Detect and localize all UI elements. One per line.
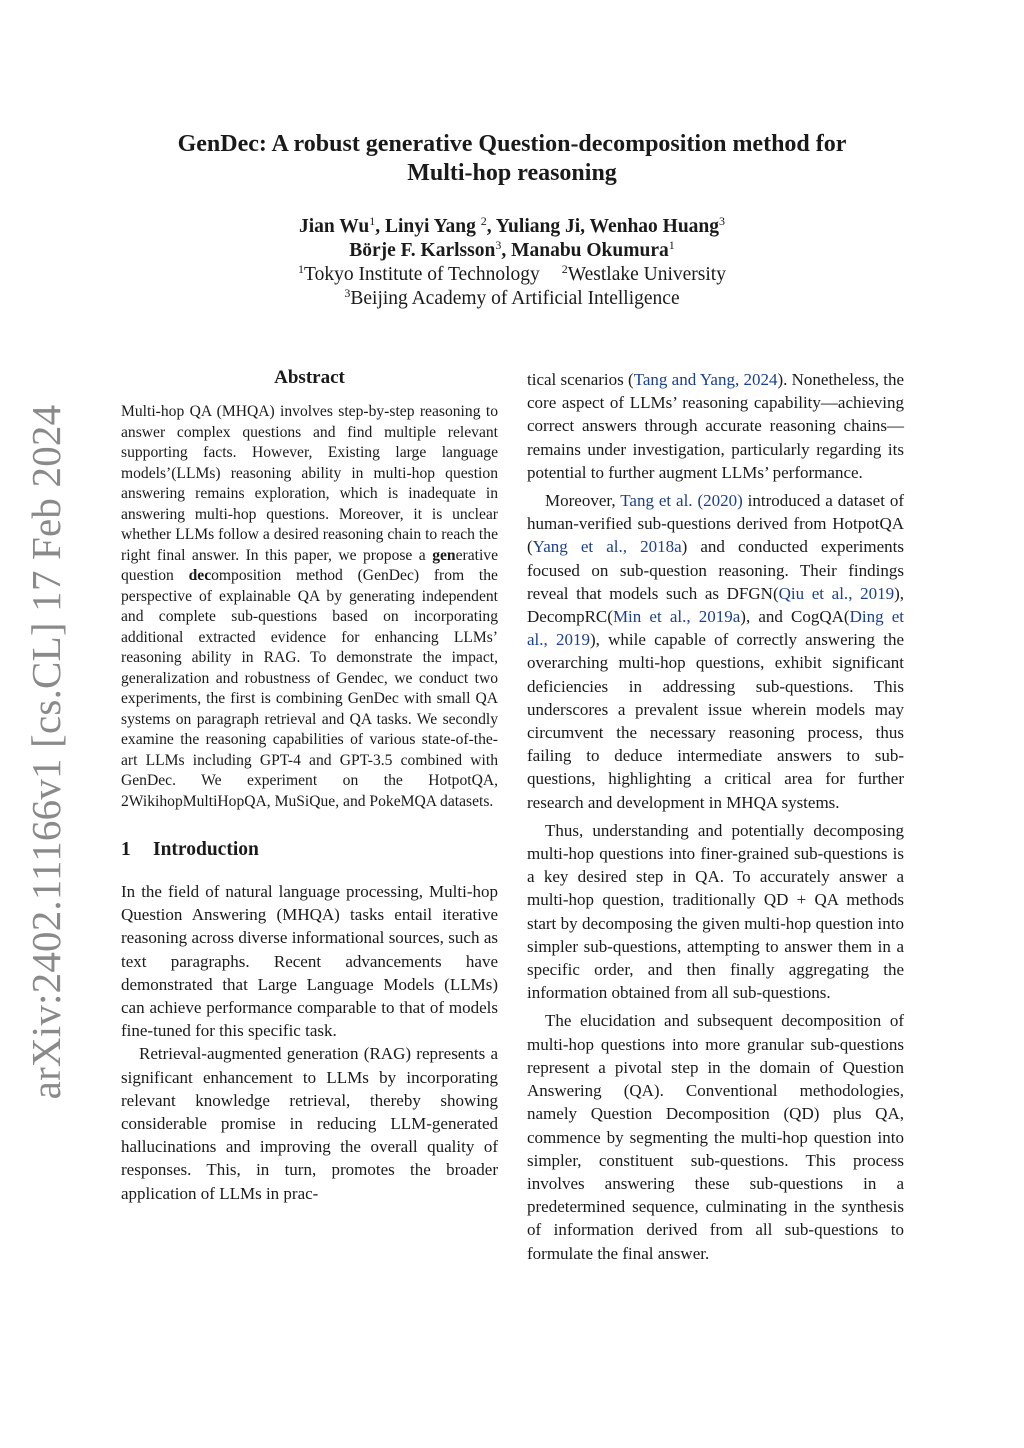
author-row-2: Börje F. Karlsson$^3$, Manabu Okumura$^1$ <box>349 238 675 261</box>
affiliation-row-1: $^1$Tokyo Institute of Technology $^2$Westlake University <box>298 262 726 285</box>
affiliation-row-2: $^3$Beijing Academy of Artificial Intelligence <box>344 286 680 309</box>
section-number: 1 <box>121 839 131 860</box>
right-column <box>527 368 904 1265</box>
right-paragraph-3: Thus, understanding and potentially decomposing multi-hop questions into finer-grained sub-questions is a key desired step in QA. To accurately answer a multi-hop question, traditionally QD + QA methods start by decomposing the given multi-hop question into simpler sub-questions, attempting to answer them in a specific order, and then finally aggregating the information obtained from all sub-questions. <box>527 820 904 1003</box>
author-linyi-yang: , Linyi Yang <box>375 216 481 237</box>
arxiv-stamp-text: arXiv:2402.11166v1 [cs.CL] 17 Feb 2024 <box>23 404 69 1100</box>
citation-ding-2019[interactable]: Ding et al., 2019 <box>527 607 904 650</box>
left-column <box>121 366 498 1205</box>
intro-paragraph-2: Retrieval-augmented generation (RAG) represents a significant enhancement to LLMs by incorporating relevant knowledge retrieval, thereby showing considerable promise in reducing LLM-generated hallucinations and improving the overall quality of responses. This, in turn, promotes the broader application of LLMs in prac- <box>121 1044 498 1203</box>
author-okumura: , Manabu Okumura <box>501 240 669 261</box>
title-line-1: GenDec: A robust generative Question-decomposition method for <box>177 131 847 157</box>
right-paragraph-2: Moreover, Tang et al. (2020) introduced a dataset of human-verified sub-questions derived from HotpotQA (Yang et al., 2018a) and conducted experiments focused on sub-question reasoning. Their findings reveal that models such as DFGN(Qiu et al., 2019), DecompRC(Min et al., 2019a), and CogQA(Ding et al., 2019), while capable of correctly answering the overarching multi-hop questions, exhibit significant deficiencies in addressing sub-questions. This underscores a prevalent issue wherein models may circumvent the necessary reasoning process, thus failing to deduce intermediate answers to sub-questions, highlighting a critical area for further research and development in MHQA systems. <box>527 491 905 812</box>
author-block <box>120 215 904 311</box>
citation-tang-yang[interactable]: Tang and Yang, 2024 <box>633 370 778 389</box>
section-heading-introduction <box>121 838 498 862</box>
citation-yang-2018a[interactable]: Yang et al., 2018a <box>532 537 682 557</box>
title-line-2: Multi-hop reasoning <box>407 160 617 186</box>
author-karlsson: Börje F. Karlsson <box>349 240 496 261</box>
section-title: Introduction <box>153 839 259 860</box>
arxiv-stamp <box>22 404 70 1100</box>
author-ji-huang: , Yuliang Ji, Wenhao Huang <box>486 216 720 237</box>
abstract-text: Multi-hop QA (MHQA) involves step-by-step reasoning to answer complex questions and find multiple relevant supporting facts. However, Existing large language models’(LLMs) reasoning ability in multi-hop question answering remains exploration, which is inadequate in answering multi-hop questions. Moreover, it is unclear whether LLMs follow a desired reasoning chain to reach the right final answer. In this paper, we propose a generative question decomposition method (GenDec) from the perspective of explainable QA by generating independent and complete sub-questions based on incorporating additional extracted evidence for enhancing LLMs’ reasoning ability in RAG. To demonstrate the impact, generalization and robustness of Gendec, we conduct two experiments, the first is combining GenDec with small QA systems on paragraph retrieval and QA tasks. We secondly examine the reasoning capabilities of various state-of-the-art LLMs including GPT-4 and GPT-3.5 combined with GenDec. We experiment on the HotpotQA, 2WikihopMultiHopQA, MuSiQue, and PokeMQA datasets. <box>121 403 498 810</box>
right-paragraph-1: tical scenarios (Tang and Yang, 2024). Nonetheless, the core aspect of LLMs’ reasoning capability—achieving correct answers through accurate reasoning chains—remains under investigation, particularly regarding its potential to further augment LLMs’ performance. <box>527 370 904 482</box>
author-row-1: Jian Wu$^1$, Linyi Yang $^2$, Yuliang Ji, Wenhao Huang$^3$ <box>298 214 726 237</box>
citation-min-2019a[interactable]: Min et al., 2019a <box>612 607 741 627</box>
paper-title <box>120 130 904 188</box>
citation-tang-2020[interactable]: Tang et al. (2020) <box>620 491 743 511</box>
affiliation-baai: Beijing Academy of Artificial Intelligence <box>350 288 680 309</box>
intro-paragraph-1: In the field of natural language processing, Multi-hop Question Answering (MHQA) tasks entail iterative reasoning across diverse informational sources, such as text paragraphs. Recent advancements have demonstrated that Large Language Models (LLMs) can achieve performance comparable to that of models fine-tuned for this specific task. <box>121 882 498 1041</box>
affiliation-westlake: Westlake University <box>567 264 726 285</box>
abstract-heading: Abstract <box>274 367 345 388</box>
affiliation-tokyo-tech: Tokyo Institute of Technology <box>304 264 540 285</box>
author-jian-wu: Jian Wu <box>298 216 370 237</box>
right-paragraph-4: The elucidation and subsequent decomposition of multi-hop questions into more granular sub-questions represent a pivotal step in the domain of Question Answering (QA). Conventional methodologies, namely Question Decomposition (QD) plus QA, commence by segmenting the multi-hop question into simpler, constituent sub-questions. This process involves answering these sub-questions in a predetermined sequence, culminating in the synthesis of information derived from all sub-questions to formulate the final answer. <box>527 1011 904 1263</box>
citation-qiu-2019[interactable]: Qiu et al., 2019 <box>778 583 895 603</box>
